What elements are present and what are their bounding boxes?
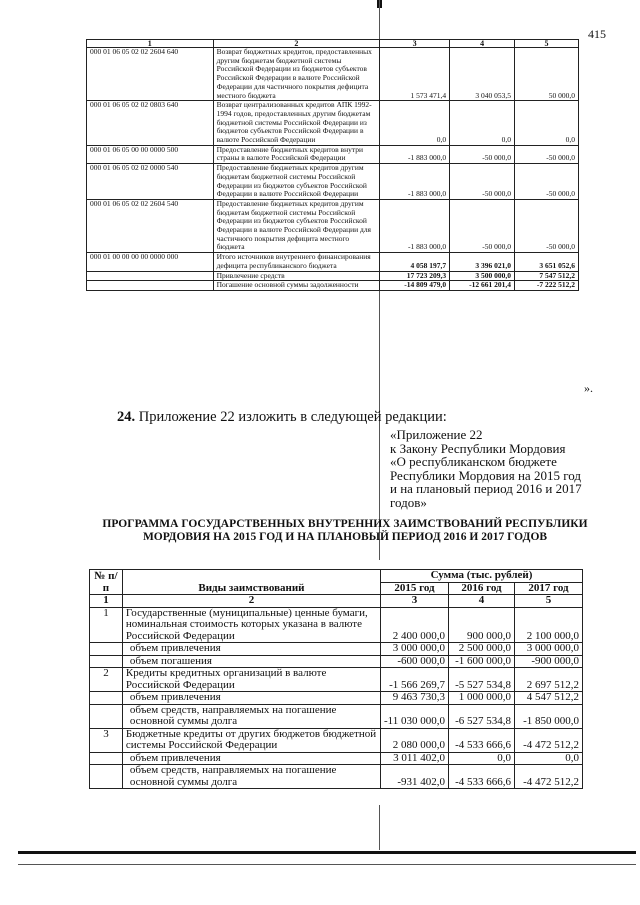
col-header: 2: [213, 40, 380, 48]
borrowing-row: [90, 668, 583, 692]
col-header: 5: [515, 40, 579, 48]
row-2015: 9 463 730,3: [381, 692, 449, 705]
row-2015: 17 723 209,3: [380, 271, 450, 281]
sources-row: [87, 101, 579, 146]
row-2016: 3 500 000,0: [450, 271, 515, 281]
borrowing-row: [90, 655, 583, 668]
row-desc: Предоставление бюджетных кредитов другим бюджетам бюджетной системы Российской Федерации из бюджетов субъектов Российской Федерации в валюте Российской Федерации: [213, 164, 380, 200]
borrowing-header-row: [90, 570, 583, 583]
item-text: Приложение 22 изложить в следующей редакции:: [138, 409, 447, 425]
row-2017: 3 651 052,6: [515, 253, 579, 271]
row-desc: Привлечение средств: [213, 271, 380, 281]
row-2015: -600 000,0: [381, 655, 449, 668]
row-2017: -50 000,0: [515, 145, 579, 163]
row-desc: объем средств, направляемых на погашение основной суммы долга: [122, 765, 380, 789]
row-desc: объем привлечения: [122, 752, 380, 765]
row-code: 000 01 00 00 00 00 0000 000: [87, 253, 214, 271]
row-2016: -50 000,0: [450, 164, 515, 200]
borrowing-table: [89, 569, 583, 789]
colnum: 1: [90, 595, 123, 608]
row-2015: 2 400 000,0: [381, 607, 449, 643]
page-bottom-rule: [18, 851, 636, 854]
appendix-line: Республики Мордовия на 2015 год: [390, 467, 581, 483]
appendix-line: к Закону Республики Мордовия: [390, 440, 566, 456]
borrowing-row: [90, 692, 583, 705]
row-num: 3: [90, 728, 123, 752]
row-2015: -931 402,0: [381, 765, 449, 789]
colnum: 2: [122, 595, 380, 608]
page-number: 415: [588, 27, 606, 41]
col-header: 1: [87, 40, 214, 48]
row-2017: -4 472 512,2: [514, 728, 582, 752]
borrowing-row: [90, 607, 583, 643]
row-num: [90, 643, 123, 656]
header-2015: 2015 год: [381, 582, 449, 595]
row-2015: -1 566 269,7: [381, 668, 449, 692]
row-desc: Предоставление бюджетных кредитов другим бюджетам бюджетной системы Российской Федерации из бюджетов субъектов Российской Федерации в валюте Российской Федерации для частичного покрытия дефицита местного бюджета: [213, 199, 380, 252]
row-2017: -900 000,0: [514, 655, 582, 668]
row-2017: -7 222 512,2: [515, 281, 579, 291]
sources-row: [87, 164, 579, 200]
row-2017: 7 547 512,2: [515, 271, 579, 281]
appendix-line: «Приложение 22: [390, 427, 483, 442]
colnum: 4: [449, 595, 515, 608]
row-2015: 4 058 197,7: [380, 253, 450, 271]
row-2015: -1 883 000,0: [380, 145, 450, 163]
sources-row: [87, 145, 579, 163]
row-desc: объем привлечения: [122, 692, 380, 705]
row-num: [90, 765, 123, 789]
row-num: 1: [90, 607, 123, 643]
row-2017: 3 000 000,0: [514, 643, 582, 656]
row-num: [90, 655, 123, 668]
row-desc: объем привлечения: [122, 643, 380, 656]
appendix-heading: [390, 428, 620, 509]
closing-quote: ».: [584, 381, 593, 395]
row-desc: Бюджетные кредиты от других бюджетов бюджетной системы Российской Федерации: [122, 728, 380, 752]
appendix-line: годов»: [390, 494, 427, 510]
row-num: [90, 704, 123, 728]
row-code: [87, 271, 214, 281]
col-header: 4: [450, 40, 515, 48]
colnum: 3: [381, 595, 449, 608]
row-desc: Кредиты кредитных организаций в валюте Российской Федерации: [122, 668, 380, 692]
row-2016: -50 000,0: [450, 199, 515, 252]
sources-row: [87, 253, 579, 271]
page-bottom-thin-rule: [18, 864, 636, 865]
row-num: [90, 692, 123, 705]
scan-fold-line-lower: [379, 805, 380, 850]
row-2015: 2 080 000,0: [381, 728, 449, 752]
row-2017: 2 697 512,2: [514, 668, 582, 692]
row-code: 000 01 06 05 02 02 2604 640: [87, 48, 214, 101]
header-types: Виды заимствований: [122, 570, 380, 595]
row-2017: 4 547 512,2: [514, 692, 582, 705]
row-2015: 3 000 000,0: [381, 643, 449, 656]
appendix-line: и на плановый период 2016 и 2017: [390, 481, 582, 496]
row-2015: -14 809 479,0: [380, 281, 450, 291]
row-2015: 3 011 402,0: [381, 752, 449, 765]
row-2017: 50 000,0: [515, 48, 579, 101]
col-header: 3: [380, 40, 450, 48]
row-desc: объем средств, направляемых на погашение основной суммы долга: [122, 704, 380, 728]
borrowing-row: [90, 728, 583, 752]
row-2017: -1 850 000,0: [514, 704, 582, 728]
sources-table: [86, 39, 579, 291]
row-2017: -4 472 512,2: [514, 765, 582, 789]
row-2017: 0,0: [514, 752, 582, 765]
borrowing-row: [90, 765, 583, 789]
borrowing-colnum-row: [90, 595, 583, 608]
row-desc: Погашение основной суммы задолженности: [213, 281, 380, 291]
row-num: [90, 752, 123, 765]
borrowing-row: [90, 643, 583, 656]
row-code: 000 01 06 05 00 00 0000 500: [87, 145, 214, 163]
borrowing-row: [90, 704, 583, 728]
row-2015: -1 883 000,0: [380, 199, 450, 252]
row-desc: Возврат централизованных кредитов АПК 1992-1994 годов, предоставленных другим бюджетам бюджетной системы Российской Федерации из бюджетов субъектов Российской Федерации в валюте Российской Федерации: [213, 101, 380, 146]
row-2016: 3 040 053,5: [450, 48, 515, 101]
row-2016: 3 396 021,0: [450, 253, 515, 271]
program-title: ПРОГРАММА ГОСУДАРСТВЕННЫХ ВНУТРЕННИХ ЗАИМСТВОВАНИЙ РЕСПУБЛИКИ МОРДОВИЯ НА 2015 ГОД И НА ПЛАНОВЫЙ ПЕРИОД 2016 И 2017 ГОДОВ: [102, 518, 588, 543]
row-2016: -50 000,0: [450, 145, 515, 163]
row-2015: -1 883 000,0: [380, 164, 450, 200]
row-2016: -4 533 666,6: [449, 765, 515, 789]
row-2016: 1 000 000,0: [449, 692, 515, 705]
item-number: 24.: [117, 409, 136, 425]
row-code: [87, 281, 214, 291]
row-desc: Государственные (муниципальные) ценные бумаги, номинальная стоимость которых указана в валюте Российской Федерации: [122, 607, 380, 643]
row-2016: 2 500 000,0: [449, 643, 515, 656]
row-2015: 0,0: [380, 101, 450, 146]
amendment-item: [117, 409, 447, 426]
row-desc: объем погашения: [122, 655, 380, 668]
header-num: № п/п: [90, 570, 123, 595]
row-2017: -50 000,0: [515, 199, 579, 252]
header-sum: Сумма (тыс. рублей): [381, 570, 583, 583]
row-2016: -4 533 666,6: [449, 728, 515, 752]
row-2016: 0,0: [449, 752, 515, 765]
row-2016: 0,0: [450, 101, 515, 146]
colnum: 5: [514, 595, 582, 608]
header-2017: 2017 год: [514, 582, 582, 595]
row-2016: 900 000,0: [449, 607, 515, 643]
row-2016: -5 527 534,8: [449, 668, 515, 692]
row-code: 000 01 06 05 02 02 0803 640: [87, 101, 214, 146]
row-2016: -12 661 201,4: [450, 281, 515, 291]
row-2016: -1 600 000,0: [449, 655, 515, 668]
row-code: 000 01 06 05 02 02 0000 540: [87, 164, 214, 200]
row-2015: -11 030 000,0: [381, 704, 449, 728]
row-desc: Предоставление бюджетных кредитов внутри страны в валюте Российской Федерации: [213, 145, 380, 163]
appendix-line: «О республиканском бюджете: [390, 454, 557, 469]
sources-row: [87, 281, 579, 291]
row-2016: -6 527 534,8: [449, 704, 515, 728]
row-2017: 0,0: [515, 101, 579, 146]
row-2017: 2 100 000,0: [514, 607, 582, 643]
sources-row: [87, 48, 579, 101]
row-code: 000 01 06 05 02 02 2604 540: [87, 199, 214, 252]
row-desc: Возврат бюджетных кредитов, предоставленных другим бюджетам бюджетной системы Российской Федерации из бюджетов субъектов Российской Федерации в валюте Российской Федерации для частичного покрытия дефицита местного бюджета: [213, 48, 380, 101]
borrowing-row: [90, 752, 583, 765]
row-2017: -50 000,0: [515, 164, 579, 200]
row-2015: 1 573 471,4: [380, 48, 450, 101]
sources-row: [87, 199, 579, 252]
header-2016: 2016 год: [449, 582, 515, 595]
row-num: 2: [90, 668, 123, 692]
row-desc: Итого источников внутреннего финансирования дефицита республиканского бюджета: [213, 253, 380, 271]
